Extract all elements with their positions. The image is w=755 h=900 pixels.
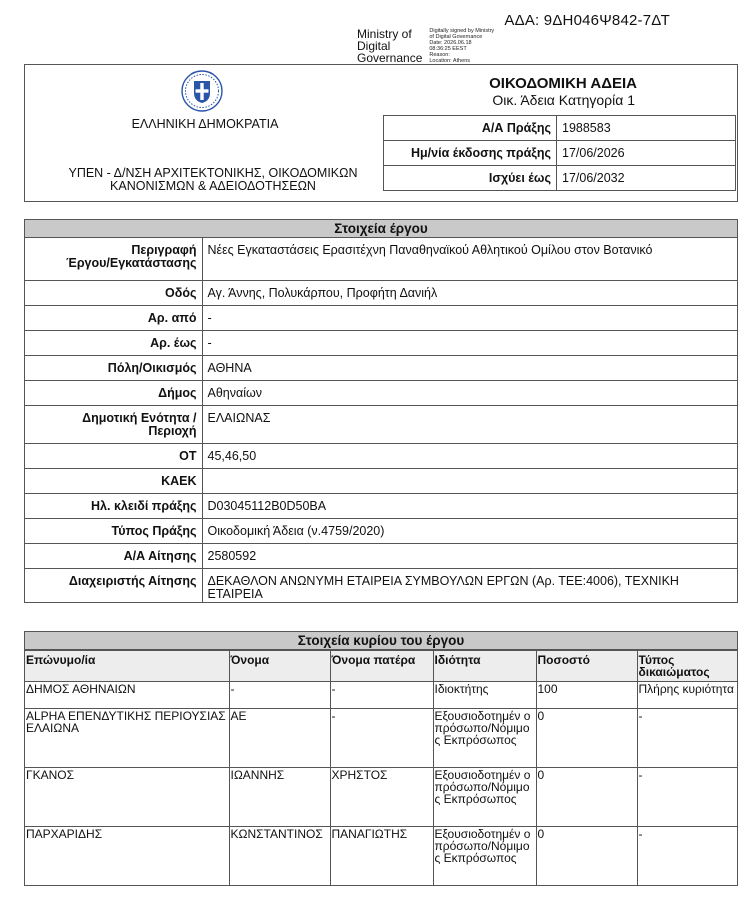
owner-cell: ΧΡΗΣΤΟΣ	[330, 768, 433, 827]
signature-detail-line: Digitally signed by Ministry	[429, 28, 495, 34]
project-row	[25, 355, 737, 380]
project-field-label-line: Τύπος Πράξης	[111, 523, 197, 538]
project-field-value: Οικοδομική Άδεια (ν.4759/2020)	[202, 518, 737, 543]
signature-detail-line: Reason:	[429, 52, 450, 58]
project-field-value: -	[202, 330, 737, 355]
owner-cell: ΠΑΝΑΓΙΩΤΗΣ	[330, 827, 433, 886]
owner-row	[25, 827, 737, 886]
project-field-label-line: Α/Α Αίτησης	[123, 548, 197, 563]
owner-cell: -	[229, 682, 330, 709]
meta-value: 17/06/2032	[557, 166, 736, 191]
permit-meta-table	[383, 115, 736, 191]
meta-label: Ισχύει έως	[384, 166, 557, 191]
project-field-label-line: Περιγραφή	[131, 243, 197, 257]
owner-cell: Ιδιοκτήτης	[433, 682, 536, 709]
project-field-label-line: Δημοτική Ενότητα /	[82, 410, 197, 425]
ada-code: ΑΔΑ: 9ΔΗ046Ψ842-7ΔΤ	[504, 12, 670, 29]
owner-cell: ΓΚΑΝΟΣ	[25, 768, 229, 827]
project-row	[25, 568, 737, 602]
project-field-label-line: ΚΑΕΚ	[161, 473, 197, 488]
signature-detail-line: Location: Athens	[429, 58, 471, 64]
project-field-label-line: Διαχειριστής Αίτησης	[68, 573, 197, 588]
issuing-authority	[43, 167, 383, 193]
owner-cell: Εξουσιοδοτημέν ο πρόσωπο/Νόμιμο ς Εκπρόσωπος	[433, 768, 536, 827]
signature-detail-line: 08:36:25 EEST	[429, 46, 467, 52]
owners-column-header: Επώνυμο/ία	[25, 651, 229, 682]
project-field-label-line: Αρ. από	[147, 310, 197, 325]
project-row	[25, 305, 737, 330]
project-field-label	[25, 468, 202, 493]
project-field-label	[25, 380, 202, 405]
owner-cell: -	[330, 682, 433, 709]
project-field-label	[25, 405, 202, 443]
signature-ministry-line: Ministry of	[357, 27, 412, 41]
project-field-label	[25, 568, 202, 602]
project-field-value: 45,46,50	[202, 443, 737, 468]
meta-row	[384, 116, 736, 141]
owner-cell: -	[637, 827, 737, 886]
document-subtitle: Οικ. Άδεια Κατηγορία 1	[492, 92, 635, 108]
project-field-label-line: Ηλ. κλειδί πράξης	[91, 498, 197, 513]
project-field-value: ΔΕΚΑΘΛΟΝ ΑΝΩΝΥΜΗ ΕΤΑΙΡΕΙΑ ΣΥΜΒΟΥΛΩΝ ΕΡΓΩΝ (Αρ. ΤΕΕ:4006), ΤΕΧΝΙΚΗ ΕΤΑΙΡΕΙΑ	[202, 568, 737, 602]
owners-section-title: Στοιχεία κυρίου του έργου	[25, 632, 737, 650]
project-row	[25, 380, 737, 405]
project-field-value: Αθηναίων	[202, 380, 737, 405]
project-field-value: Νέες Εγκαταστάσεις Ερασιτέχνη Παναθηναϊκού Αθλητικού Ομίλου στον Βοτανικό	[207, 243, 653, 257]
owner-cell: 0	[536, 827, 637, 886]
project-field-value: ΑΘΗΝΑ	[202, 355, 737, 380]
owner-cell: -	[637, 709, 737, 768]
project-field-label	[25, 355, 202, 380]
project-field-value: ΕΛΑΙΩΝΑΣ	[202, 405, 737, 443]
owners-header-row	[25, 651, 737, 682]
republic-title: ΕΛΛΗΝΙΚΗ ΔΗΜΟΚΡΑΤΙΑ	[131, 117, 279, 131]
owners-column-header: Όνομα πατέρα	[330, 651, 433, 682]
project-row	[25, 280, 737, 305]
owners-column-header: Ιδιότητα	[433, 651, 536, 682]
project-field-label	[25, 518, 202, 543]
project-field-label	[25, 543, 202, 568]
owners-column-header: Όνομα	[229, 651, 330, 682]
project-field-label-line: Έργου/Εγκατάστασης	[66, 256, 197, 270]
project-row	[25, 493, 737, 518]
owner-cell: ALPHA ΕΠΕΝΔΥΤΙΚΗΣ ΠΕΡΙΟΥΣΙΑΣ ΕΛΑΙΩΝΑ	[25, 709, 229, 768]
project-field-label	[25, 305, 202, 330]
owner-row	[25, 682, 737, 709]
owner-cell: 100	[536, 682, 637, 709]
signature-ministry	[357, 28, 422, 64]
meta-value: 17/06/2026	[557, 141, 736, 166]
owners-column-header: Τύπος δικαιώματος	[637, 651, 737, 682]
project-field-label-line: Πόλη/Οικισμός	[107, 360, 197, 375]
signature-ministry-line: Governance	[357, 51, 423, 65]
owner-cell: Εξουσιοδοτημέν ο πρόσωπο/Νόμιμο ς Εκπρόσωπος	[433, 709, 536, 768]
meta-label: Ημ/νία έκδοσης πράξης	[384, 141, 557, 166]
project-field-label	[25, 238, 202, 280]
project-table	[25, 238, 737, 602]
project-field-label-line: Δήμος	[158, 385, 197, 400]
owners-column-header: Ποσοστό	[536, 651, 637, 682]
document-header	[24, 64, 738, 202]
owner-cell: ΑΕ	[229, 709, 330, 768]
signature-ministry-line: Digital	[357, 39, 391, 53]
project-row	[25, 330, 737, 355]
owner-row	[25, 709, 737, 768]
owners-section	[24, 631, 738, 886]
meta-row	[384, 166, 736, 191]
project-row	[25, 443, 737, 468]
project-row	[25, 238, 737, 280]
project-field-value: -	[202, 305, 737, 330]
meta-value: 1988583	[557, 116, 736, 141]
signature-detail-line: Date: 2026.06.18	[429, 40, 472, 46]
meta-label: Α/Α Πράξης	[384, 116, 557, 141]
owner-cell: ΔΗΜΟΣ ΑΘΗΝΑΙΩΝ	[25, 682, 229, 709]
owner-cell: -	[637, 768, 737, 827]
project-row	[25, 518, 737, 543]
signature-details	[429, 28, 494, 64]
digital-signature	[357, 28, 494, 64]
authority-line: ΚΑΝΟΝΙΣΜΩΝ & ΑΔΕΙΟΔΟΤΗΣΕΩΝ	[110, 179, 316, 193]
project-field-label	[25, 443, 202, 468]
project-section	[24, 219, 738, 603]
project-row	[25, 405, 737, 443]
owner-cell: -	[330, 709, 433, 768]
project-field-value	[202, 468, 737, 493]
project-field-value: 2580592	[202, 543, 737, 568]
owner-cell: ΠΑΡΧΑΡΙΔΗΣ	[25, 827, 229, 886]
project-field-value: D03045112B0D50BA	[202, 493, 737, 518]
owner-cell: Εξουσιοδοτημέν ο πρόσωπο/Νόμιμο ς Εκπρόσωπος	[433, 827, 536, 886]
meta-row	[384, 141, 736, 166]
project-row	[25, 543, 737, 568]
project-field-label-line: ΟΤ	[179, 448, 197, 463]
project-row	[25, 468, 737, 493]
project-field-label	[25, 280, 202, 305]
owner-cell: ΙΩΑΝΝΗΣ	[229, 768, 330, 827]
project-field-label-line: Περιοχή	[148, 423, 197, 438]
authority-line: ΥΠΕΝ - Δ/ΝΣΗ ΑΡΧΙΤΕΚΤΟΝΙΚΗΣ, ΟΙΚΟΔΟΜΙΚΩΝ	[68, 166, 358, 180]
project-section-title: Στοιχεία έργου	[25, 220, 737, 238]
owner-cell: Πλήρης κυριότητα	[637, 682, 737, 709]
project-field-label-line: Αρ. έως	[150, 335, 197, 350]
project-field-value: Αγ. Άννης, Πολυκάρπου, Προφήτη Δανιήλ	[202, 280, 737, 305]
owner-row	[25, 768, 737, 827]
project-field-label	[25, 330, 202, 355]
project-field-label-line: Οδός	[165, 285, 197, 300]
owner-cell: 0	[536, 709, 637, 768]
owner-cell: 0	[536, 768, 637, 827]
signature-detail-line: of Digital Governance	[429, 34, 483, 40]
project-field-label	[25, 493, 202, 518]
owner-cell: ΚΩΝΣΤΑΝΤΙΝΟΣ	[229, 827, 330, 886]
owners-table	[25, 650, 737, 885]
document-title: ΟΙΚΟΔΟΜΙΚΗ ΑΔΕΙΑ	[489, 75, 637, 92]
greek-coat-of-arms-icon	[180, 69, 224, 113]
